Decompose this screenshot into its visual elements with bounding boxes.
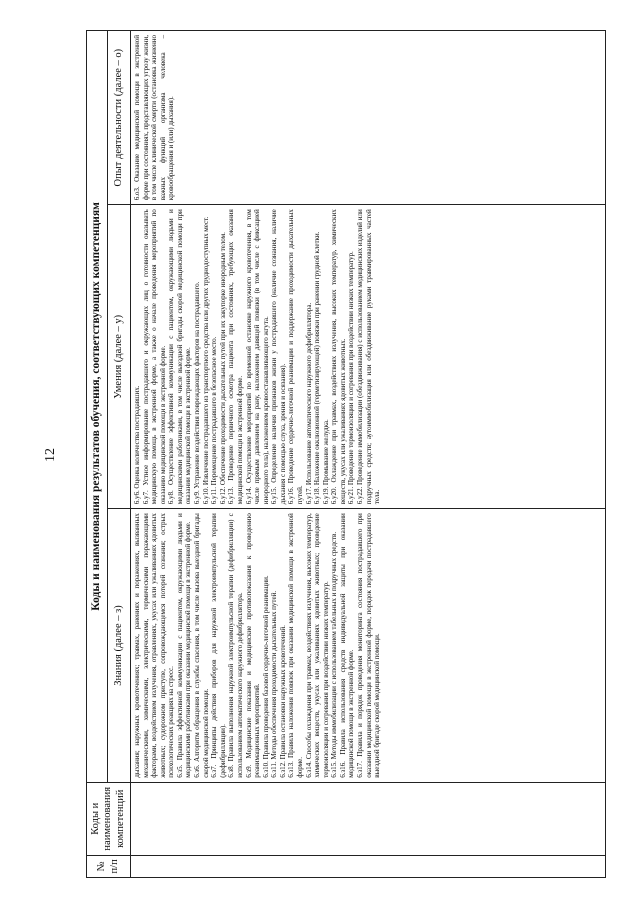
rotated-page-content: [86, 30, 606, 878]
result-item: 6.з12. Правила остановки наружных кровотечений.: [278, 625, 287, 778]
header-knowledge: Знания (далее – з): [108, 509, 131, 783]
cell-number: [131, 855, 606, 877]
result-item: 6.з15. Методы иммобилизации с использованием табельных и подручных средств.: [330, 531, 339, 778]
result-item: 6.з9. Медицинские показания и медицинские противопоказания к проведению реанимационных мероприятий.: [244, 513, 262, 778]
result-item: 6.у7. Устное информирование пострадавшего и окружающих лиц о готовности оказывать медицинскую помощь в экстренной форме, а также о начале проведения мероприятий по оказанию медицинской помощи в экстренной форме.: [141, 209, 167, 505]
result-item: 6.у20. Охлаждение при травмах, воздействиях излучения, высоких температур, химических веществ, укусах или ужаливаниях ядовитых животных.: [330, 209, 347, 505]
header-experience: Опыт деятельности (далее – о): [108, 31, 131, 205]
result-item: 6.у15. Определение наличия признаков жизни у пострадавшего (наличие сознания, наличие дыхания с помощью слуха, зрения и осязания).: [270, 209, 287, 505]
result-item: 6.у9. Устранение воздействия повреждающих факторов на пострадавшего.: [193, 281, 202, 505]
result-item: 6.у8. Осуществление эффективной коммуникации с пациентом, окружающими людьми и медицинскими работниками, в том числе выездной бригады скорой медицинской помощи при оказании медицинской помощи в экстренной форме.: [167, 209, 193, 505]
result-item: 6.з10. Правила проведения базовой сердечно-легочной реанимации.: [261, 575, 270, 778]
result-item: 6.з13. Правила наложения повязок при оказании медицинской помощи в экстренной форме.: [287, 513, 304, 778]
header-number: № п/п: [87, 855, 131, 877]
result-item: 6.з17. Правила и порядок проведения мониторинга состояния пострадавшего при оказании медицинской помощи в экстренной форме, порядок передачи пострадавшего выездной бригаде скорой медицинской помощи.: [356, 513, 382, 778]
result-item: 6.у16. Проведение сердечно-легочной реанимации и поддержание проходимости дыхательных путей.: [287, 209, 304, 505]
result-item: 6.у10. Извлечение пострадавшего из транспортного средства или других труднодоступных мест.: [201, 216, 210, 505]
result-item: 6.з6. Алгоритм обращения в службы спасения, в том числе вызова выездной бригады скорой медицинской помощи.: [193, 513, 210, 778]
result-item: 6.з16. Правила использования средств индивидуальной защиты при оказании медицинской помощи в экстренной форме.: [338, 513, 356, 778]
cell-competency-code: [131, 782, 606, 855]
header-skills: Умения (далее – у): [108, 205, 131, 509]
result-item: 6.у22. Проведение иммобилизации (обездвиживания) с использованием медицинских изделий или подручных средств; аутоиммобилизация или обездвиживание руками травмированных частей тела.: [356, 209, 382, 505]
result-item: 6.у13. Проведение первичного осмотра пациента при состояниях, требующих оказания медицинской помощи в экстренной форме.: [227, 209, 244, 505]
cell-experience: [131, 31, 606, 205]
result-item: 6.о3. Оказание медицинской помощи в экстренной форме при состояниях, представляющих угрозу жизни, в том числе клинической смерти (остановка жизненно важных функций организма человека – кровообращения и (или) дыхания).: [133, 35, 176, 201]
competency-table: [86, 30, 606, 878]
cell-skills: [131, 205, 606, 509]
result-item: 6.у6. Оценка количества пострадавших.: [133, 385, 141, 505]
result-item: 6.у18. Наложение окклюзионной (герметизирующей) повязки при ранении грудной клетки.: [313, 231, 322, 505]
header-competency-codes: Коды и наименования компетенций: [87, 782, 131, 855]
result-item: 6.у12. Обеспечение проходимости дыхательных путей при их закупорке инородным телом.: [218, 232, 227, 505]
result-item: 6.з7. Принципы действия приборов для наружной электроимпульсной терапии (дефибрилляции).: [210, 513, 227, 778]
page-number: 12: [43, 448, 58, 462]
header-results-group: Коды и наименования результатов обучения, соответствующих компетенциям: [87, 31, 108, 783]
result-item: 6.у11. Перемещение пострадавшего в безопасное место.: [210, 336, 219, 505]
result-item: 6.з8. Правила выполнения наружной электроимпульсной терапии (дефибрилляции) с использованием автоматического наружного дефибриллятора.: [227, 513, 244, 778]
result-item: дыхания; наружных кровотечениях; травмах, ранениях и поражениях, вызванных механическими, химическими, электрическими, термическими поражающими факторами, воздействием излучения, отравлениях, укусах или ужаливаниях ядовитых животных; судорожном приступе, сопровождающемся потерей сознания; острых психологических реакциях на стресс.: [133, 513, 176, 778]
result-item: 6.з5. Правила эффективной коммуникации с пациентом, окружающими людьми и медицинскими работниками при оказании медицинской помощи в экстренной форме.: [175, 513, 193, 778]
result-item: 6.з14. Способы охлаждения при травмах, воздействиях излучения, высоких температур, химических веществ, укусах или ужаливаниях ядовитых животных; проведение термоизоляции и согревания при воздействии низких температур.: [304, 513, 330, 778]
result-item: 6.у17. Использование автоматического наружного дефибриллятора.: [304, 302, 313, 505]
result-item: 6.у14. Осуществление мероприятий по временной остановке наружного кровотечения, в том числе прямым давлением на рану, наложением давящей повязки (в том числе с фиксацией инородного тела), наложением кровоостанавливающего жгута.: [244, 209, 270, 505]
result-item: 6.у19. Промывание желудка.: [321, 419, 330, 505]
result-item: 6.з11. Методы обеспечения проходимости дыхательных путей.: [270, 590, 279, 778]
cell-knowledge: [131, 509, 606, 783]
result-item: 6.у21. Проведение термоизоляции и согревания при воздействии низких температур.: [347, 251, 356, 505]
